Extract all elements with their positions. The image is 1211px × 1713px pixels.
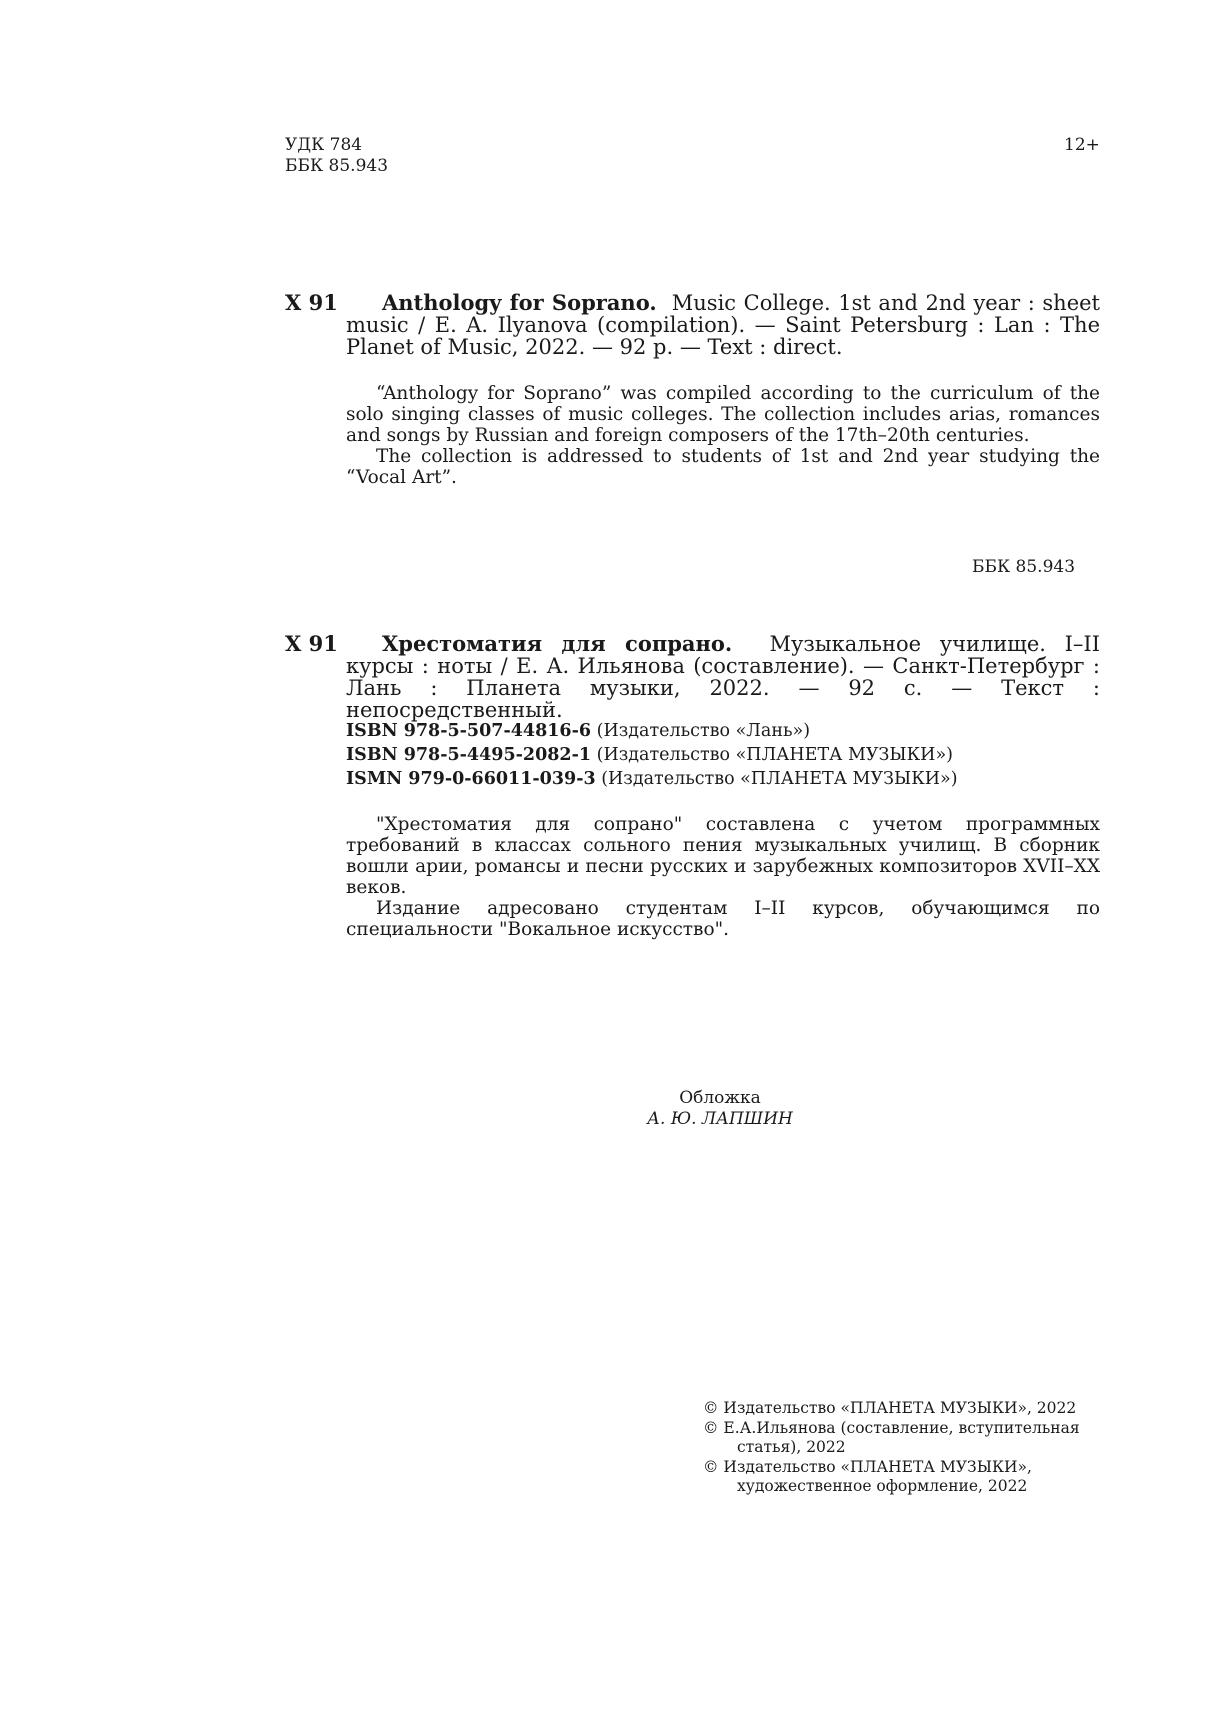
identifier-row — [346, 743, 1100, 767]
identifier-number: ISBN 978-5-4495-2082-1 — [346, 745, 592, 765]
russian-entry-code: Х 91 — [285, 631, 338, 656]
identifier-row — [346, 719, 1100, 743]
identifier-publisher: (Издательство «ПЛАНЕТА МУЗЫКИ») — [596, 745, 953, 765]
identifier-row — [346, 767, 1100, 791]
bbk-right: ББК 85.943 — [972, 557, 1076, 577]
identifier-publisher: (Издательство «ПЛАНЕТА МУЗЫКИ») — [601, 769, 958, 789]
copyright-line: © Издательство «ПЛАНЕТА МУЗЫКИ», 2022 — [703, 1399, 1077, 1417]
english-entry-details: Music College. 1st and 2nd year : sheet music / E. A. Ilyanova (compilation). — Saint Petersburg : Lan : The Planet of Music, 2022. — 92 p. — Text : direct. — [346, 291, 1100, 359]
udk-code: УДК 784 — [285, 135, 363, 155]
english-annotation — [346, 383, 1100, 488]
russian-annotation-para-1: "Хрестоматия для сопрано" составлена с учетом программных требований в классах сольного пения музыкальных училищ. В сборник вошли арии, романсы и песни русских и зарубежных композиторов XVII–XX веков. — [346, 814, 1100, 898]
english-entry-citation — [346, 292, 1100, 358]
cover-artist-name: А. Ю. ЛАПШИН — [647, 1109, 793, 1129]
russian-entry-citation — [346, 633, 1100, 721]
copyright-line: © Е.А.Ильянова (составление, вступительная статья), 2022 — [703, 1418, 1080, 1456]
identifier-number: ISBN 978-5-507-44816-6 — [346, 721, 592, 741]
english-entry-title: Anthology for Soprano. — [382, 290, 657, 315]
identifier-publisher: (Издательство «Лань») — [596, 721, 811, 741]
copyright-line: © Издательство «ПЛАНЕТА МУЗЫКИ», художественное оформление, 2022 — [703, 1457, 1032, 1495]
bbk-code: ББК 85.943 — [285, 156, 389, 176]
russian-annotation — [346, 814, 1100, 940]
identifier-number: ISMN 979-0-66011-039-3 — [346, 769, 596, 789]
age-rating: 12+ — [1064, 135, 1100, 155]
english-annotation-para-2: The collection is addressed to students of 1st and 2nd year studying the “Vocal Art”. — [346, 446, 1100, 488]
russian-annotation-para-2: Издание адресовано студентам I–II курсов, обучающимся по специальности "Вокальное искусство". — [346, 898, 1100, 940]
copyright-block — [703, 1399, 1103, 1497]
english-entry-code: Х 91 — [285, 290, 338, 315]
russian-entry-title: Хрестоматия для сопрано. — [382, 631, 733, 656]
russian-entry-details: Музыкальное училище. I–II курсы : ноты / Е. А. Ильянова (составление). — Санкт-Петербург : Лань : Планета музыки, 2022. — 92 с. — Текст : непосредственный. — [346, 632, 1100, 722]
cover-credit — [580, 1088, 860, 1130]
classification-codes — [285, 135, 388, 177]
english-annotation-para-1: “Anthology for Soprano” was compiled according to the curriculum of the solo singing classes of music colleges. The collection includes arias, romances and songs by Russian and foreign composers of the 17th–20th centuries. — [346, 383, 1100, 446]
identifier-list — [346, 719, 1100, 791]
cover-credit-label: Обложка — [679, 1088, 761, 1108]
